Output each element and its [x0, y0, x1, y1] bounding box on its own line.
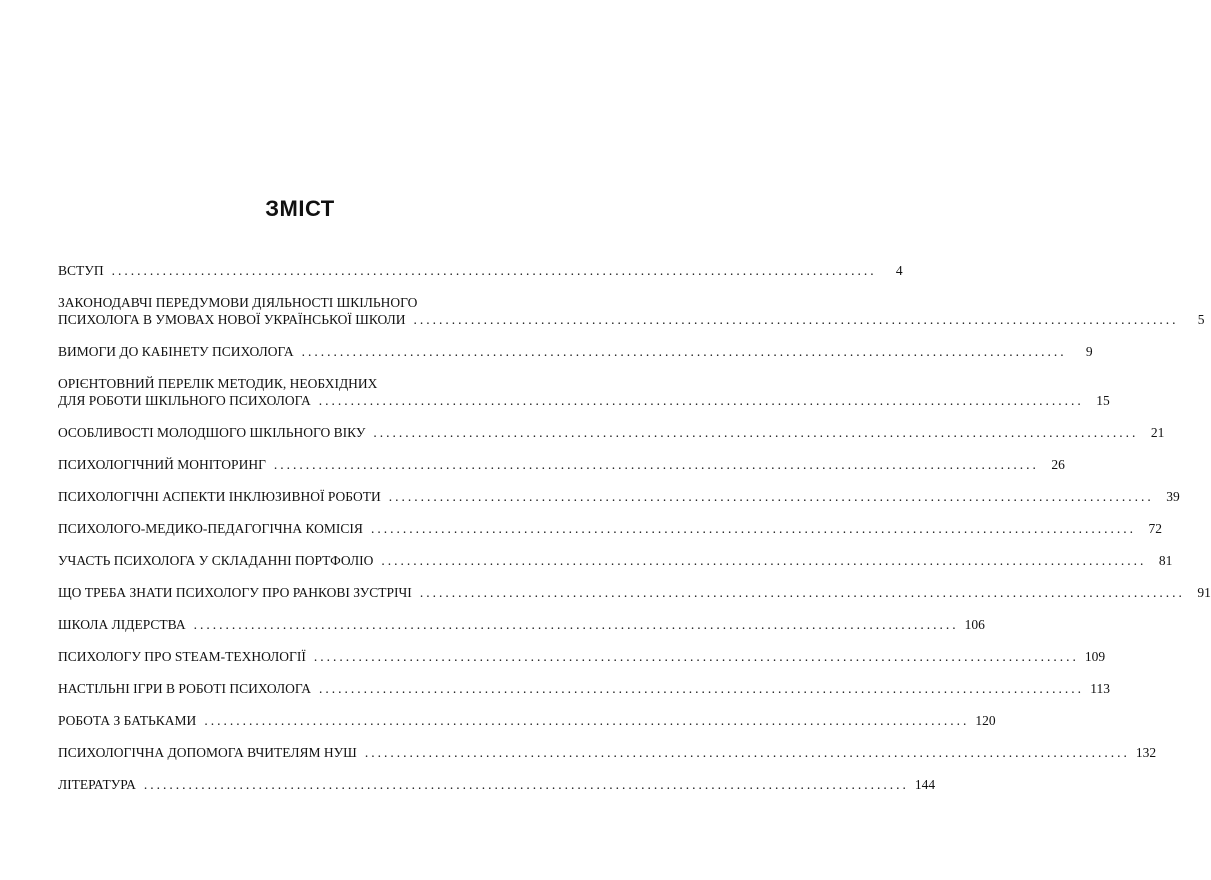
dot-leader: ........................................................................................................................ — [318, 393, 1084, 408]
toc-entry — [58, 552, 1173, 569]
toc-page-number: 72 — [1148, 521, 1162, 536]
page-title: ЗМІСТ — [265, 196, 335, 221]
toc-entry-title: НАСТІЛЬНІ ІГРИ В РОБОТІ ПСИХОЛОГА — [58, 681, 311, 696]
toc-entry-title: УЧАСТЬ ПСИХОЛОГА У СКЛАДАННІ ПОРТФОЛІО — [58, 553, 374, 568]
toc-page-number: 81 — [1158, 553, 1173, 568]
toc-entry-line — [58, 680, 1110, 697]
toc-entry-title: ОРІЄНТОВНИЙ ПЕРЕЛІК МЕТОДИК, НЕОБХІДНИХ — [58, 376, 378, 391]
toc-entry — [58, 424, 1165, 441]
toc-entry-line — [58, 648, 1106, 665]
toc-page-number: 109 — [1084, 649, 1106, 664]
dot-leader: ........................................................................................................................ — [313, 649, 1079, 664]
toc-page-number: 132 — [1135, 745, 1157, 760]
toc-entry — [58, 343, 1093, 360]
toc-entry-title: ПСИХОЛОГУ ПРО STEAM-ТЕХНОЛОГІЇ — [58, 649, 306, 664]
toc-entry-line — [58, 584, 1211, 601]
toc-entry-line — [58, 744, 1157, 761]
dot-leader: ........................................................................................................................ — [370, 521, 1136, 536]
toc-entry-title: ДЛЯ РОБОТИ ШКІЛЬНОГО ПСИХОЛОГА — [58, 393, 311, 408]
toc-page-number: 106 — [964, 617, 985, 632]
toc-page-number: 26 — [1051, 457, 1065, 472]
toc-page-number: 91 — [1197, 585, 1211, 600]
toc-page-number: 5 — [1197, 312, 1205, 327]
dot-leader: ........................................................................................................................ — [319, 681, 1084, 696]
toc-entry-line — [58, 456, 1065, 473]
toc-entry — [58, 744, 1157, 761]
toc-entry-line — [58, 294, 512, 311]
dot-leader: ........................................................................................................................ — [381, 553, 1147, 568]
toc-entry-title: ЛІТЕРАТУРА — [58, 777, 136, 792]
toc-entry — [58, 680, 1110, 697]
toc-entry-title: ПСИХОЛОГІЧНА ДОПОМОГА ВЧИТЕЛЯМ НУШ — [58, 745, 357, 760]
toc-entry — [58, 712, 996, 729]
toc-entry — [58, 648, 1106, 665]
toc-entry-title: ЗАКОНОДАВЧІ ПЕРЕДУМОВИ ДІЯЛЬНОСТІ ШКІЛЬНОГО — [58, 295, 418, 310]
toc-entry-line — [58, 262, 903, 279]
toc-entry — [58, 616, 985, 633]
toc-entry-line — [58, 520, 1162, 537]
toc-entry-line — [58, 311, 1205, 328]
toc-entry-title: ЩО ТРЕБА ЗНАТИ ПСИХОЛОГУ ПРО РАНКОВІ ЗУСТРІЧІ — [58, 585, 412, 600]
toc-page-number: 113 — [1090, 681, 1110, 696]
toc-entry — [58, 456, 1065, 473]
toc-entry-line — [58, 712, 996, 729]
toc-page-number: 15 — [1096, 393, 1110, 408]
toc-entry-title: ВСТУП — [58, 263, 104, 278]
toc-entry-title: РОБОТА З БАТЬКАМИ — [58, 713, 197, 728]
toc-page-number: 9 — [1085, 344, 1093, 359]
toc-page-number: 4 — [895, 263, 903, 278]
toc-entry-line — [58, 552, 1173, 569]
toc-entry — [58, 294, 1205, 328]
toc-entry — [58, 776, 936, 793]
toc-entry-title: ПСИХОЛОГІЧНІ АСПЕКТИ ІНКЛЮЗИВНОЇ РОБОТИ — [58, 489, 381, 504]
toc-page-number: 39 — [1166, 489, 1180, 504]
dot-leader: ........................................................................................................................ — [204, 713, 970, 728]
toc-entry-line — [58, 424, 1165, 441]
toc-entry-line — [58, 616, 985, 633]
toc-entry-line — [58, 488, 1180, 505]
toc-page-number: 120 — [975, 713, 996, 728]
dot-leader: ........................................................................................................................ — [364, 745, 1130, 760]
dot-leader: ........................................................................................................................ — [273, 457, 1039, 472]
toc-entry — [58, 520, 1162, 537]
dot-leader: ........................................................................................................................ — [193, 617, 959, 632]
toc-entry-title: ПСИХОЛОГІЧНИЙ МОНІТОРИНГ — [58, 457, 266, 472]
toc-entry-line — [58, 343, 1093, 360]
toc-entry — [58, 488, 1180, 505]
toc-entry-line — [58, 776, 936, 793]
toc-entry — [58, 584, 1211, 601]
dot-leader: ........................................................................................................................ — [301, 344, 1067, 359]
dot-leader: ........................................................................................................................ — [413, 312, 1179, 327]
toc-entry-title: ВИМОГИ ДО КАБІНЕТУ ПСИХОЛОГА — [58, 344, 294, 359]
toc-entry-line — [58, 392, 1110, 409]
toc-entry-title: ПСИХОЛОГО-МЕДИКО-ПЕДАГОГІЧНА КОМІСІЯ — [58, 521, 363, 536]
dot-leader: ........................................................................................................................ — [143, 777, 909, 792]
toc-entry-title: ШКОЛА ЛІДЕРСТВА — [58, 617, 186, 632]
toc-entry-title: ПСИХОЛОГА В УМОВАХ НОВОЇ УКРАЇНСЬКОЇ ШКОЛИ — [58, 312, 406, 327]
toc-page-number: 21 — [1150, 425, 1165, 440]
dot-leader: ........................................................................................................................ — [373, 425, 1139, 440]
toc-entry-title: ОСОБЛИВОСТІ МОЛОДШОГО ШКІЛЬНОГО ВІКУ — [58, 425, 366, 440]
dot-leader: ........................................................................................................................ — [111, 263, 877, 278]
dot-leader: ........................................................................................................................ — [388, 489, 1154, 504]
toc-entry — [58, 262, 903, 279]
toc-page-number: 144 — [914, 777, 936, 792]
dot-leader: ........................................................................................................................ — [419, 585, 1185, 600]
toc-entry-line — [58, 375, 512, 392]
toc-entry — [58, 375, 1110, 409]
